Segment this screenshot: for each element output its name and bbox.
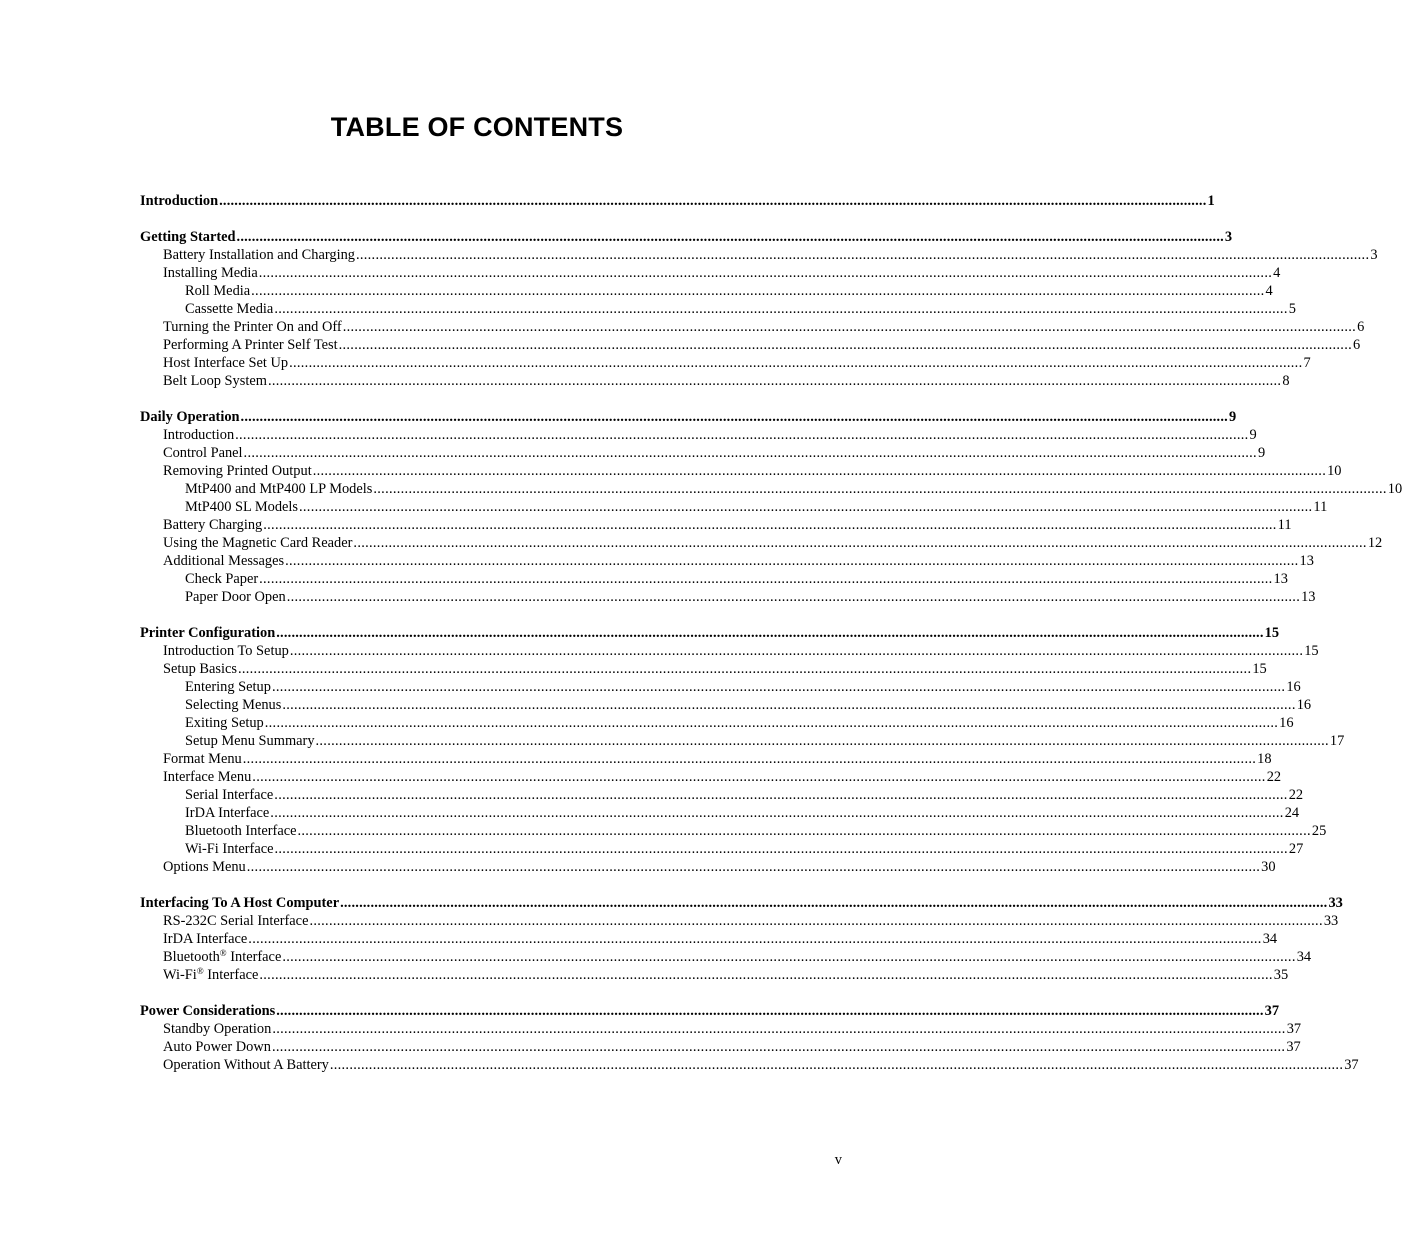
toc-page-number: 37 — [1344, 1057, 1359, 1073]
toc-entry-title: IrDA Interface — [163, 931, 248, 947]
toc-entry-title: IrDA Interface — [185, 805, 270, 821]
toc-page-number: 12 — [1367, 535, 1383, 551]
dot-leader: .................................................................................................................................................................................................................................................................... — [263, 517, 1277, 533]
toc-entry[interactable] — [140, 714, 1294, 732]
dot-leader: .................................................................................................................................................................................................................................................................... — [353, 535, 1367, 551]
toc-entry[interactable] — [140, 534, 1383, 552]
toc-entry-title: Format Menu — [163, 751, 242, 767]
dot-leader: .................................................................................................................................................................................................................................................................... — [243, 445, 1257, 461]
toc-page-number: 15 — [1264, 625, 1280, 641]
registered-mark: ® — [196, 966, 204, 976]
toc-entry-title: Setup Basics — [163, 661, 237, 677]
toc-entry-title: Wi-Fi Interface — [185, 841, 274, 857]
dot-leader: .................................................................................................................................................................................................................................................................... — [219, 193, 1207, 209]
toc-page-number: 16 — [1279, 715, 1294, 731]
dot-leader: .................................................................................................................................................................................................................................................................... — [329, 1057, 1344, 1073]
toc-page-number: 11 — [1277, 517, 1292, 533]
toc-entry-title: Introduction — [163, 427, 235, 443]
toc-entry[interactable] — [140, 912, 1339, 930]
dot-leader: .................................................................................................................................................................................................................................................................... — [235, 427, 1249, 443]
toc-page-number: 33 — [1328, 895, 1343, 911]
dot-leader: .................................................................................................................................................................................................................................................................... — [274, 301, 1288, 317]
toc-entry[interactable] — [140, 786, 1304, 804]
toc-page-number: 22 — [1266, 769, 1282, 785]
toc-entry-title: Wi-Fi® Interface — [163, 966, 259, 983]
dot-leader: .................................................................................................................................................................................................................................................................... — [297, 823, 1311, 839]
toc-entry[interactable] — [140, 354, 1311, 372]
dot-leader: .................................................................................................................................................................................................................................................................... — [338, 337, 1352, 353]
toc-page-number: 34 — [1296, 949, 1312, 965]
toc-entry-title: Performing A Printer Self Test — [163, 337, 338, 353]
dot-leader: .................................................................................................................................................................................................................................................................... — [340, 895, 1328, 911]
toc-page-number: 3 — [1224, 229, 1233, 245]
toc-page-number: 17 — [1329, 733, 1345, 749]
dot-leader: .................................................................................................................................................................................................................................................................... — [270, 805, 1284, 821]
toc-page-number: 22 — [1288, 787, 1304, 803]
toc-section-entry[interactable] — [140, 228, 1233, 246]
toc-entry[interactable] — [140, 660, 1267, 678]
toc-entry-title: Auto Power Down — [163, 1039, 271, 1055]
toc-entry-title: Bluetooth Interface — [185, 823, 297, 839]
toc-entry[interactable] — [140, 1020, 1302, 1038]
toc-entry[interactable] — [140, 948, 1312, 966]
toc-entry[interactable] — [140, 336, 1361, 354]
toc-entry[interactable] — [140, 570, 1288, 588]
toc-entry-title: MtP400 SL Models — [185, 499, 299, 515]
toc-page-number: 10 — [1327, 463, 1342, 479]
dot-leader: .................................................................................................................................................................................................................................................................... — [285, 553, 1299, 569]
toc-page-number: 35 — [1273, 967, 1289, 983]
dot-leader: .................................................................................................................................................................................................................................................................... — [259, 571, 1273, 587]
toc-entry[interactable] — [140, 444, 1266, 462]
toc-entry-title: Installing Media — [163, 265, 258, 281]
toc-entry[interactable] — [140, 966, 1289, 984]
toc-entry-title: Roll Media — [185, 283, 251, 299]
dot-leader: .................................................................................................................................................................................................................................................................... — [259, 967, 1273, 983]
toc-page-number: 30 — [1261, 859, 1276, 875]
dot-leader: .................................................................................................................................................................................................................................................................... — [237, 661, 1252, 677]
toc-entry[interactable] — [140, 552, 1314, 570]
toc-entry-title: Belt Loop System — [163, 373, 267, 389]
toc-entry-title: Serial Interface — [185, 787, 274, 803]
dot-leader: .................................................................................................................................................................................................................................................................... — [276, 625, 1264, 641]
toc-entry[interactable] — [140, 372, 1290, 390]
toc-page-number: 9 — [1257, 445, 1266, 461]
dot-leader: .................................................................................................................................................................................................................................................................... — [355, 247, 1370, 263]
toc-page-number: 27 — [1288, 841, 1304, 857]
dot-leader: .................................................................................................................................................................................................................................................................... — [312, 463, 1327, 479]
dot-leader: .................................................................................................................................................................................................................................................................... — [252, 769, 1266, 785]
toc-entry[interactable] — [140, 840, 1304, 858]
toc-entry[interactable] — [140, 930, 1278, 948]
toc-page-number: 16 — [1286, 679, 1301, 695]
toc-entry-title: Removing Printed Output — [163, 463, 312, 479]
dot-leader: .................................................................................................................................................................................................................................................................... — [274, 787, 1288, 803]
toc-entry[interactable] — [140, 1038, 1301, 1056]
toc-page-number: 13 — [1299, 553, 1314, 569]
toc-page-number: 37 — [1264, 1003, 1280, 1019]
toc-page-number: 15 — [1304, 643, 1319, 659]
toc-entry-title: Using the Magnetic Card Reader — [163, 535, 353, 551]
toc-page-number: 13 — [1273, 571, 1288, 587]
toc-entry-title: Exiting Setup — [185, 715, 264, 731]
toc-entry-title: Setup Menu Summary — [185, 733, 315, 749]
dot-leader: .................................................................................................................................................................................................................................................................... — [289, 643, 1304, 659]
toc-page-number: 3 — [1370, 247, 1378, 263]
toc-page-number: 9 — [1228, 409, 1237, 425]
toc-entry-title: Interface Menu — [163, 769, 252, 785]
table-of-contents — [140, 192, 1402, 1074]
toc-section-entry[interactable] — [140, 1002, 1280, 1020]
toc-entry[interactable] — [140, 300, 1296, 318]
toc-section-entry[interactable] — [140, 624, 1280, 642]
toc-entry-title: Check Paper — [185, 571, 259, 587]
toc-section-entry[interactable] — [140, 192, 1215, 210]
toc-entry-title: Interfacing To A Host Computer — [140, 895, 340, 911]
dot-leader: .................................................................................................................................................................................................................................................................... — [248, 931, 1262, 947]
dot-leader: .................................................................................................................................................................................................................................................................... — [236, 229, 1224, 245]
toc-entry-title: Introduction To Setup — [163, 643, 289, 659]
dot-leader: .................................................................................................................................................................................................................................................................... — [276, 1003, 1264, 1019]
toc-section-entry[interactable] — [140, 408, 1237, 426]
dot-leader: .................................................................................................................................................................................................................................................................... — [242, 751, 1257, 767]
toc-entry-title: Daily Operation — [140, 409, 240, 425]
dot-leader: .................................................................................................................................................................................................................................................................... — [251, 283, 1265, 299]
toc-page-number: 7 — [1303, 355, 1311, 371]
dot-leader: .................................................................................................................................................................................................................................................................... — [271, 679, 1286, 695]
toc-entry[interactable] — [140, 1056, 1359, 1074]
toc-entry[interactable] — [140, 822, 1327, 840]
toc-entry[interactable] — [140, 426, 1257, 444]
dot-leader: .................................................................................................................................................................................................................................................................... — [342, 319, 1357, 335]
dot-leader: .................................................................................................................................................................................................................................................................... — [246, 859, 1261, 875]
toc-entry-title: MtP400 and MtP400 LP Models — [185, 481, 373, 497]
toc-entry-title: Paper Door Open — [185, 589, 286, 605]
dot-leader: .................................................................................................................................................................................................................................................................... — [240, 409, 1228, 425]
toc-entry[interactable] — [140, 282, 1273, 300]
toc-entry-title: Power Considerations — [140, 1003, 276, 1019]
toc-section-entry[interactable] — [140, 894, 1343, 912]
dot-leader: .................................................................................................................................................................................................................................................................... — [289, 355, 1303, 371]
page-title: TABLE OF CONTENTS — [330, 112, 624, 142]
toc-entry[interactable] — [140, 480, 1402, 498]
toc-page-number: 24 — [1284, 805, 1300, 821]
toc-entry-title: Selecting Menus — [185, 697, 282, 713]
toc-entry-title: Additional Messages — [163, 553, 285, 569]
dot-leader: .................................................................................................................................................................................................................................................................... — [282, 697, 1296, 713]
toc-page-number: 13 — [1301, 589, 1316, 605]
toc-entry[interactable] — [140, 642, 1319, 660]
dot-leader: .................................................................................................................................................................................................................................................................... — [282, 949, 1296, 965]
toc-entry[interactable] — [140, 750, 1272, 768]
dot-leader: .................................................................................................................................................................................................................................................................... — [299, 499, 1313, 515]
toc-page-number: 8 — [1282, 373, 1290, 389]
toc-page-number: 11 — [1313, 499, 1328, 515]
dot-leader: .................................................................................................................................................................................................................................................................... — [271, 1039, 1286, 1055]
toc-entry-title: Turning the Printer On and Off — [163, 319, 342, 335]
toc-entry-title: Control Panel — [163, 445, 243, 461]
toc-page-number: 37 — [1286, 1021, 1302, 1037]
dot-leader: .................................................................................................................................................................................................................................................................... — [258, 265, 1273, 281]
toc-page-number: 6 — [1353, 337, 1361, 353]
toc-entry-title: Host Interface Set Up — [163, 355, 289, 371]
page-number: v — [834, 1152, 842, 1168]
toc-entry[interactable] — [140, 588, 1316, 606]
toc-page-number: 10 — [1387, 481, 1402, 497]
toc-entry[interactable] — [140, 696, 1312, 714]
dot-leader: .................................................................................................................................................................................................................................................................... — [373, 481, 1387, 497]
toc-page-number: 15 — [1252, 661, 1267, 677]
toc-page-number: 5 — [1288, 301, 1296, 317]
toc-entry[interactable] — [140, 462, 1342, 480]
toc-entry-title: Printer Configuration — [140, 625, 276, 641]
dot-leader: .................................................................................................................................................................................................................................................................... — [315, 733, 1329, 749]
toc-entry-title: Getting Started — [140, 229, 236, 245]
toc-page-number: 4 — [1265, 283, 1273, 299]
toc-page-number: 25 — [1311, 823, 1327, 839]
toc-entry[interactable] — [140, 678, 1301, 696]
dot-leader: .................................................................................................................................................................................................................................................................... — [272, 1021, 1286, 1037]
toc-entry[interactable] — [140, 516, 1292, 534]
toc-entry[interactable] — [140, 318, 1365, 336]
toc-entry[interactable] — [140, 804, 1300, 822]
toc-entry-title: Cassette Media — [185, 301, 274, 317]
toc-entry[interactable] — [140, 498, 1328, 516]
dot-leader: .................................................................................................................................................................................................................................................................... — [264, 715, 1279, 731]
toc-page-number: 16 — [1296, 697, 1312, 713]
toc-entry[interactable] — [140, 732, 1345, 750]
toc-entry-title: Battery Installation and Charging — [163, 247, 355, 263]
toc-page-number: 6 — [1357, 319, 1365, 335]
toc-entry[interactable] — [140, 264, 1281, 282]
toc-entry-title: Battery Charging — [163, 517, 263, 533]
toc-page-number: 34 — [1262, 931, 1278, 947]
registered-mark: ® — [219, 948, 227, 958]
dot-leader: .................................................................................................................................................................................................................................................................... — [274, 841, 1288, 857]
toc-entry[interactable] — [140, 246, 1378, 264]
toc-entry[interactable] — [140, 858, 1276, 876]
toc-entry[interactable] — [140, 768, 1282, 786]
dot-leader: .................................................................................................................................................................................................................................................................... — [267, 373, 1282, 389]
toc-page-number: 4 — [1273, 265, 1281, 281]
dot-leader: .................................................................................................................................................................................................................................................................... — [309, 913, 1323, 929]
dot-leader: .................................................................................................................................................................................................................................................................... — [286, 589, 1301, 605]
toc-entry-title: Standby Operation — [163, 1021, 272, 1037]
toc-entry-title: Bluetooth® Interface — [163, 948, 282, 965]
toc-page-number: 33 — [1323, 913, 1339, 929]
toc-entry-title: Entering Setup — [185, 679, 271, 695]
toc-page-number: 1 — [1207, 193, 1215, 209]
toc-page-number: 37 — [1286, 1039, 1301, 1055]
toc-page-number: 18 — [1257, 751, 1272, 767]
toc-entry-title: RS-232C Serial Interface — [163, 913, 309, 929]
toc-page-number: 9 — [1249, 427, 1257, 443]
toc-entry-title: Operation Without A Battery — [163, 1057, 329, 1073]
toc-entry-title: Introduction — [140, 193, 219, 209]
toc-entry-title: Options Menu — [163, 859, 246, 875]
